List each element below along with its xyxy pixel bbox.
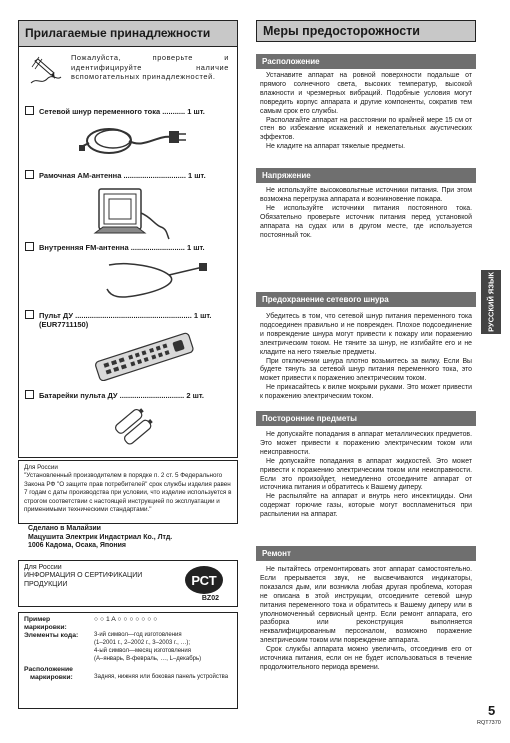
am-loop-antenna-icon [91,185,171,245]
marking-location-key-line: маркировки: [30,673,73,681]
accessory-label: Внутренняя FM-антенна .......................... 1 шт. [39,243,205,252]
marking-example-row [24,616,232,632]
marking-location-value: Задняя, нижняя или боковая панель устройства [94,673,229,680]
accessories-panel [18,20,238,458]
accessory-label: Пульт ДУ ........................................................ 1 шт. [39,311,212,320]
fm-antenna-icon [99,255,209,305]
accessory-label: Рамочная AM-антенна .............................. 1 шт. [39,171,206,180]
section-heading-foreign-objects: Посторонние предметы [256,411,476,426]
accessories-title: Прилагаемые принадлежности [19,21,237,47]
marking-line: (1–2001 г., 2–2002 г., 3–2003 г., …); [94,640,191,647]
cert-code: BZ02 [201,594,219,602]
accessories-intro [19,47,237,93]
checkbox[interactable] [25,170,34,179]
marking-line: (A–январь, B-февраль, …, L–декабрь) [94,655,202,662]
paragraph: Не используйте источники питания постоянного тока. Обязательно проверьте источник питания перед установкой аппарата на судах или в другом месте, где используется постоянный ток. [260,204,472,239]
certification-box [18,560,238,607]
accessory-label: Сетевой шнур переменного тока ........... 1 шт. [39,107,205,116]
paragraph: Не прикасайтесь к вилке мокрыми руками. Это может привести к поражению электрическим током. [260,384,472,401]
service-life-notice [18,460,238,524]
precautions-panel [256,20,476,671]
paragraph: Не используйте высоковольтные источники питания. При этом возможна перегрузка аппарата и возникновение пожара. [260,187,472,203]
paragraph: Убедитесь в том, что сетевой шнур питания переменного тока подсоединен правильно и не поврежден. Плохое подсоединение и повреждение шнура могут привести к пожару или поражению электрическим током. Не тяните за шнур, не изгибайте его и не кладите на него тяжелые предметы. [260,313,472,356]
svg-text:РСТ: РСТ [191,573,217,588]
accessories-intro-text: Пожалуйста, проверьте и идентифицируйте наличие вспомогательных принадлежностей. [71,53,229,81]
remote-model-number: (EUR7711150) [39,320,89,329]
cert-text: ИНФОРМАЦИЯ О СЕРТИФИКАЦИИ ПРОДУКЦИИ [24,572,143,588]
section-heading-voltage: Напряжение [256,168,476,183]
language-tab-label: РУССКИЙ ЯЗЫК [486,272,496,332]
paragraph: Не пытайтесь отремонтировать этот аппарат самостоятельно. Если прерывается звук, не высвечиваются индикаторы, показался дым, или возникла любая другая проблема, которая не описана в этой инструкции, отсоедините сетевой шнур питания переменного тока и обратитесь к Вашему диперу или в уполномоченный сервисный центр. Если ремонт аппарата, его разборка или реконструкция выполняется неквалифицированным персоналом, возможно поражение электрическим током или повреждение аппарата. [260,566,472,645]
marking-elements-key: Элементы кода: [24,632,79,640]
batteries-icon [111,403,161,451]
section-text-repair [260,566,472,673]
checkbox[interactable] [25,242,34,251]
marking-example-value: ○ ○ 1 A ○ ○ ○ ○ ○ ○ ○ [94,616,158,623]
marking-location-row [24,666,232,682]
checkbox[interactable] [25,310,34,319]
accessory-item-remote [25,311,231,329]
notice-heading: Для России [24,464,58,471]
marking-location-key-line: Расположение [24,665,73,673]
checkbox[interactable] [25,390,34,399]
manufacturer-info [28,525,172,551]
page-number: 5 [488,703,496,718]
cert-heading: Для России [24,564,62,571]
made-in: Сделано в Малайзии [28,525,101,532]
section-text-power-cord [260,313,472,402]
accessory-item-batteries [25,391,231,400]
pen-icon [27,53,65,89]
section-heading-repair: Ремонт [256,546,476,561]
checkbox[interactable] [25,106,34,115]
notice-text: "Установленный производителем в порядке п. 2 ст. 5 Федерального Закона РФ "О защите прав потребителей" срок службы изделия равен 7 годам с даты производства при условии, что изделие используется в строгом соответствии с настоящей инструкцией по эксплуатации и применимыми техническими стандартами." [24,472,232,514]
page-code: RQT7370 [477,720,501,726]
section-heading-power-cord: Предохранение сетевого шнура [256,292,476,307]
paragraph: Не распыляйте на аппарат и внутрь него инсектициды. Они содержат горючие газы, которые могут воспламениться при распылении на аппарат. [260,493,472,519]
accessories-box [18,20,238,458]
precautions-title: Меры предосторожности [256,20,476,42]
marking-line: 3-ий символ—год изготовления [94,632,182,639]
accessory-item-fm-antenna [25,243,231,252]
company-address: 1006 Кадома, Осака, Япония [28,542,127,550]
accessory-item-am-antenna [25,171,231,180]
language-tab [481,270,501,334]
marking-example-key: Пример маркировки: [24,616,67,632]
section-text-location [260,72,472,152]
section-text-voltage [260,187,472,240]
marking-location-key [24,666,94,682]
power-cord-icon [79,121,189,159]
paragraph: Не допускайте попадания в аппарат жидкостей. Это может привести к поражению электрическим током или неисправности. Если это произойдет, немедленно отсоедините аппарат от источника питания и обратитесь к Вашему диперу. [260,457,472,492]
company-name: Мацушита Электрик Индастриал Ко., Лтд. [28,533,173,541]
marking-box [18,612,238,709]
paragraph: Не допускайте попадания в аппарат металлических предметов. Это может привести к поражению электрическим током или неисправности. [260,431,472,456]
marking-elements-row [24,632,232,663]
pct-cert-mark-icon [183,565,225,595]
marking-line: 4-ый символ—месяц изготовления [94,648,191,654]
paragraph: Не кладите на аппарат тяжелые предметы. [266,143,406,151]
paragraph: Устанавите аппарат на ровной поверхности подальше от прямого солнечного света, высоких температур, высокой влажности и чрезмерных вибраций. Подобные условия могут повредить корпус аппарата и другие компоненты, сократив тем самым срок его службы. [260,72,472,115]
paragraph: При отключении шнура плотно возьмитесь за вилку. Если Вы будете тянуть за сетевой шнур питания переменного тока, это может привести к поражению электрическим током. [260,357,472,383]
remote-control-icon [89,331,199,381]
paragraph: Срок службы аппарата можно увеличить, отсоединив его от источника питания, если он не будет использоваться в течение продолжительного периода времени. [260,646,472,671]
section-text-foreign-objects [260,431,472,520]
paragraph: Располагайте аппарат на расстоянии по крайней мере 15 см от стен во избежание искажений и нежелательных акустических эффектов. [260,116,472,142]
accessory-label: Батарейки пульта ДУ ............................... 2 шт. [39,391,204,400]
accessory-item-power-cord [25,107,231,116]
section-heading-location: Расположение [256,54,476,69]
marking-elements-value [94,632,232,663]
